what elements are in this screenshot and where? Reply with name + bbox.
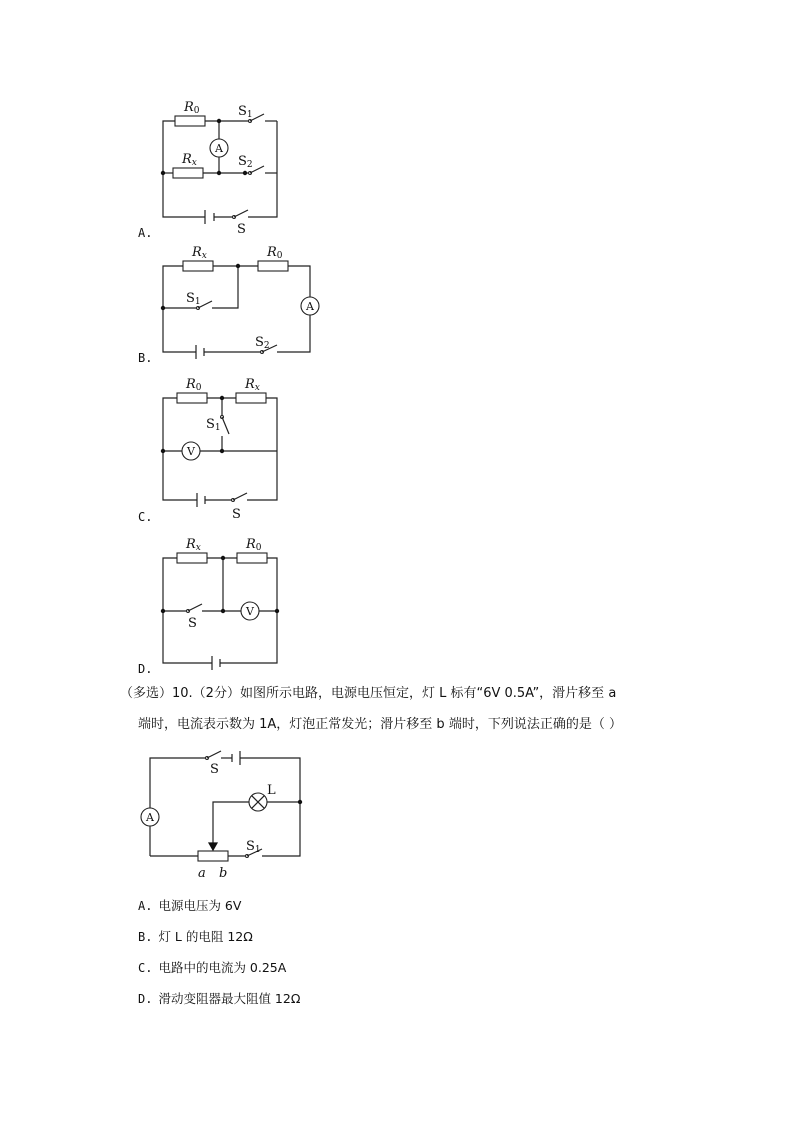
answer-option-d-text: 滑动变阻器最大阻值 12Ω (158, 991, 301, 1006)
option-label-b: B. (138, 351, 153, 365)
option-label-c: C. (138, 510, 153, 524)
answer-option-c-label: C. (138, 961, 153, 975)
wire (163, 266, 196, 352)
answer-option-a[interactable] (138, 896, 241, 914)
r0-label: R0 (267, 245, 283, 261)
answer-option-b[interactable] (138, 927, 253, 945)
ammeter-label: A (306, 300, 314, 313)
question-10-stem-line2: 端时，电流表示数为 1A，灯泡正常发光；滑片移至 b 端时，下列说法正确的是（ ） (138, 717, 622, 732)
voltmeter-label: V (187, 445, 195, 458)
rx-label: Rx (182, 152, 197, 168)
junction-dot (217, 119, 221, 123)
s1-label: S1 (238, 104, 253, 120)
s1-label: S1 (186, 291, 201, 307)
answer-option-b-text: 灯 L 的电阻 12Ω (158, 929, 253, 944)
s-label: S (237, 222, 246, 237)
s2-label: S2 (238, 154, 253, 170)
resistor-rx (183, 261, 213, 271)
rx-label: Rx (186, 537, 201, 553)
answer-option-d[interactable] (138, 989, 300, 1007)
ammeter-label: A (146, 811, 154, 824)
switch-s-blade (233, 493, 247, 500)
circuit-diagram-c (150, 372, 310, 522)
s-label: S (232, 507, 241, 522)
option-label-a: A. (138, 226, 153, 240)
wire (288, 266, 310, 297)
rheostat-slider-arrow (209, 843, 217, 850)
question-10-stem-line1: （多选）10.（2分）如图所示电路，电源电压恒定，灯 L 标有“6V 0.5A”，滑片移至 a (120, 686, 617, 701)
option-label-d: D. (138, 662, 153, 676)
circuit-diagram-d (150, 530, 310, 670)
rheostat-resistor (198, 851, 228, 861)
answer-option-c[interactable] (138, 958, 286, 976)
rx-label: Rx (192, 245, 207, 261)
answer-option-c-text: 电路中的电流为 0.25A (158, 960, 287, 975)
r0-label: R0 (184, 100, 200, 116)
resistor-r0 (177, 393, 207, 403)
circuit-diagram-a (150, 95, 310, 240)
circuit-diagram-b (150, 240, 330, 360)
junction-dot (221, 609, 225, 613)
junction-dot (161, 609, 165, 613)
wire (150, 758, 207, 808)
wire (247, 398, 277, 500)
switch-s1-blade (222, 417, 229, 434)
s-label: S (188, 616, 197, 631)
answer-option-a-label: A. (138, 899, 153, 913)
junction-dot (243, 171, 247, 175)
switch-s-blade (188, 604, 202, 611)
junction-dot (161, 171, 165, 175)
junction-dot (236, 264, 240, 268)
resistor-r0 (237, 553, 267, 563)
terminal-a-label: a (198, 866, 206, 881)
junction-dot (217, 171, 221, 175)
wire (213, 802, 249, 843)
junction-dot (275, 609, 279, 613)
resistor-r0 (175, 116, 205, 126)
l-label: L (267, 783, 276, 798)
junction-dot (298, 800, 302, 804)
voltmeter-label: V (246, 605, 254, 618)
s2-label: S2 (255, 335, 270, 351)
s1-label: S1 (206, 417, 221, 433)
r0-label: R0 (246, 537, 262, 553)
answer-option-a-text: 电源电压为 6V (158, 898, 242, 913)
junction-dot (220, 396, 224, 400)
resistor-r0 (258, 261, 288, 271)
resistor-rx (177, 553, 207, 563)
terminal-b-label: b (219, 866, 228, 881)
wire (212, 266, 238, 308)
resistor-rx (173, 168, 203, 178)
s1-label: S1 (246, 839, 261, 855)
answer-option-b-label: B. (138, 930, 153, 944)
switch-s-blade (207, 751, 221, 758)
junction-dot (220, 449, 224, 453)
junction-dot (161, 306, 165, 310)
switch-s-blade (234, 210, 248, 217)
junction-dot (221, 556, 225, 560)
answer-option-d-label: D. (138, 992, 153, 1006)
junction-dot (161, 449, 165, 453)
r0-label: R0 (186, 377, 202, 393)
rx-label: Rx (245, 377, 260, 393)
resistor-rx (236, 393, 266, 403)
s-label: S (210, 762, 219, 777)
ammeter-label: A (215, 142, 223, 155)
wire (277, 315, 310, 352)
circuit-diagram-q10 (130, 745, 320, 885)
